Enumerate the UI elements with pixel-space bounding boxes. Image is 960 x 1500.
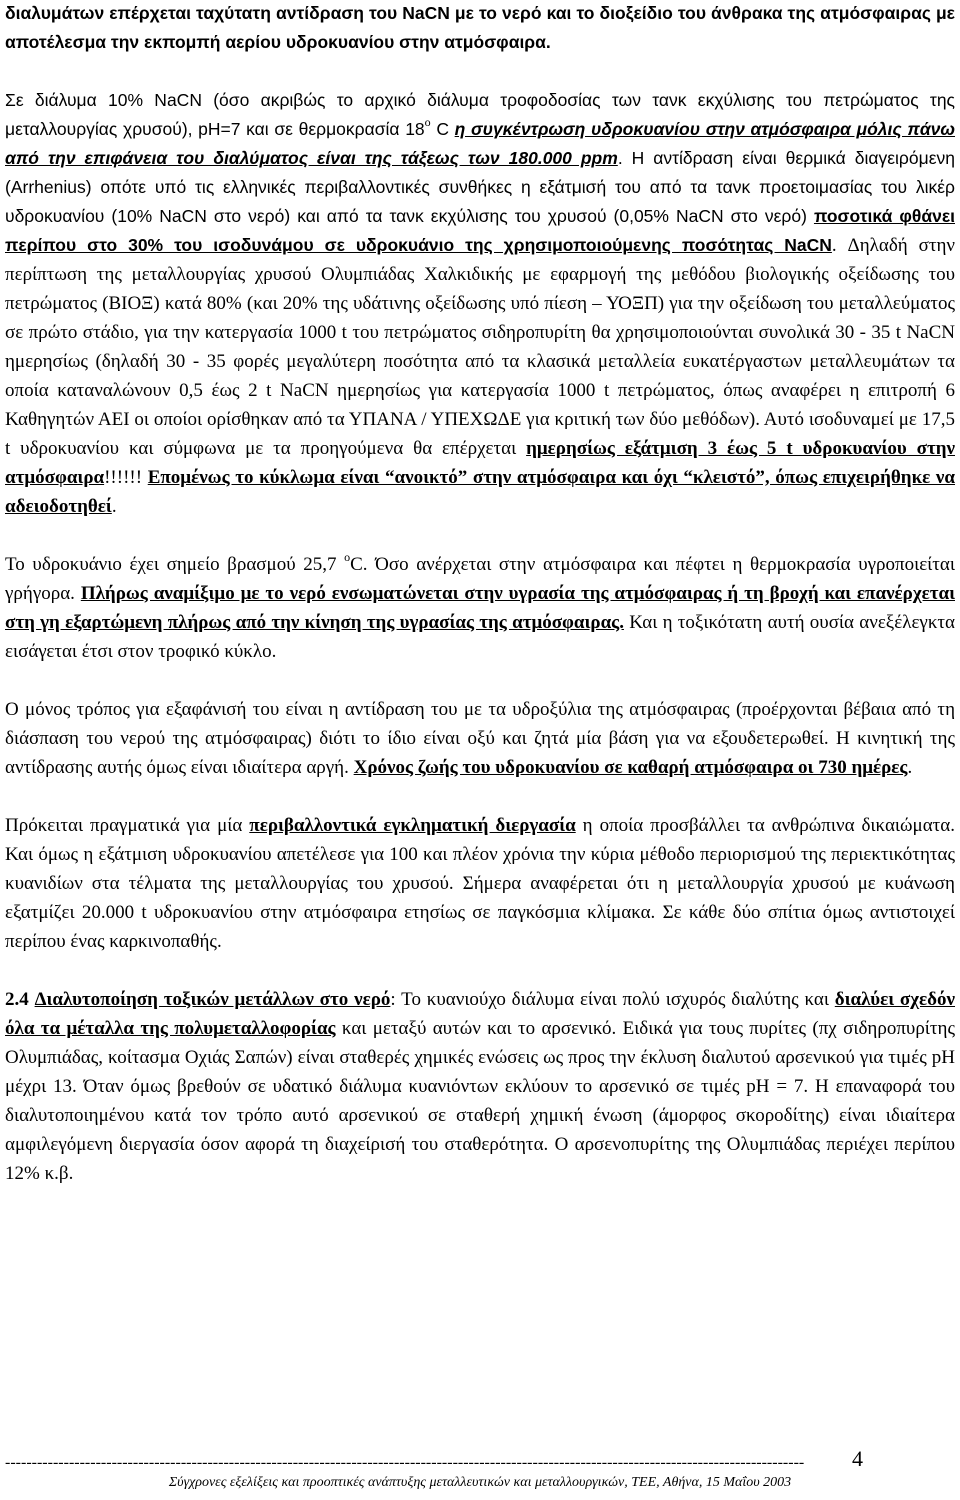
text-run: . Δηλαδή στην περίπτωση της μεταλλουργίας χρυσού Ολυμπιάδας Χαλκιδικής με εφαρμογή της μεθόδου βιολογικής οξείδωσης του πετρώματος (ΒΙΟΞ) κατά 80% (και 20% της υδάτινης οξείδωσης υπό πίεση – ΥΟΞΠ) για την οξείδωση του μεταλλεύματος σε πρώτο στάδιο, για την κατεργασία 1000 t του πετρώματος σιδηροπυρίτη θα χρησιμοποιούνται συνολικά 30 - 35 t NaCN ημερησίως (δηλαδή 30 - 35 φορές μεγαλύτερη ποσότητα από τα κλασικά μεταλλεία ευκατέργαστων μεταλλευμάτων τα οποία καταναλώνουν 0,5 έως 2 t NaCN ημερησίως για κατεργασία 1000 t πετρώματος, όπως αναφέρει η επιτροπή 6 Καθηγητών ΑΕΙ οι οποίοι ορίσθηκαν από τα ΥΠΑΝΑ / ΥΠΕΧΩΔΕ για κριτική των δύο μεθόδων). Αυτό ισοδυναμεί με 17,5 t υδροκυανίου και σύμφωνα με τα προηγούμενα θα επέρχεται (5, 235, 955, 459)
text-run: . (111, 496, 117, 517)
emphasis-dissolves-metals: διαλύει σχεδόν όλα τα μέταλλα της πολυμεταλλοφορίας (5, 989, 956, 1039)
emphasis-quantitative-30-percent: ποσοτικά φθάνει περίπου στο 30% του ισοδυνάμου σε υδροκυάνιο της χρησιμοποιούμενης ποσότητας NaCN (5, 206, 955, 255)
section-number: 2.4 (5, 989, 29, 1010)
page-number: 4 (852, 1446, 863, 1471)
text-run: !!!!!! (104, 467, 148, 488)
emphasis-open-circuit: Επομένως το κύκλωμα είναι “ανοικτό” στην ατμόσφαιρα και όχι “κλειστό”, όπως επιχειρήθηκε να αδειοδοτηθεί (5, 467, 956, 517)
degree-superscript: ο (344, 549, 351, 564)
text-run: η οποία προσβάλλει τα ανθρώπινα δικαιώματα. Και όμως η εξάτμιση υδροκυανίου απετέλεσε για 100 και πλέον χρόνια την κύρια μέθοδο περιορισμού της περιεκτικότητας κυανιδίων στα τέλματα της μεταλλουργίας του χρυσού. Σήμερα αναφέρεται ότι η μεταλλουργία χρυσού με κυάνωση εξατμίζει 20.000 t υδροκυανίου στην ατμόσφαιρα ετησίως σε παγκόσμια κλίμακα. Σε κάθε δύο σπίτια όμως αντιστοιχεί περίπου ένας καρκινοπαθής. (5, 815, 956, 952)
emphasis-daily-evaporation: ημερησίως εξάτμιση 3 έως 5 t υδροκυανίου στην ατμόσφαιρα (5, 438, 955, 488)
emphasis-lifetime: Χρόνος ζωής του υδροκυανίου σε καθαρή ατμόσφαιρα οι 730 ημέρες (353, 757, 908, 778)
text-run: Ο μόνος τρόπος για εξαφάνισή του είναι η αντίδραση του με τα υδροξύλια της ατμόσφαιρας (προέρχονται βέβαια από τη διάσπαση του νερού της ατμόσφαιρας) διότι το ίδιο είναι οξύ και ζητά μία βάση για να εξουδετερωθεί. Η κινητική της αντίδρασης αυτής όμως είναι ιδιαίτερα αργή. (5, 699, 955, 778)
paragraph-1 (5, 0, 955, 57)
text-run: C (430, 119, 455, 139)
footer-rule: ------------------------------------------------------------------------------------------------------------------------------------------------------ (5, 1454, 805, 1471)
emphasis-concentration: η συγκέντρωση υδροκυανίου στην ατμόσφαιρα μόλις πάνω από την επιφάνεια του διαλύματος είναι της τάξεως των 180.000 ppm (5, 119, 956, 168)
emphasis-miscible-with-water: Πλήρως αναμίξιμο με το νερό ενσωματώνεται στην υγρασία της ατμόσφαιρας ή τη βροχή και επανέρχεται στη γη εξαρτώμενη πλήρως από την κίνηση της υγρασίας της ατμόσφαιρας. (5, 583, 955, 633)
paragraph-3 (5, 550, 955, 666)
paragraph-5 (5, 811, 955, 956)
text-run: . (907, 757, 913, 778)
text-run: . Η αντίδραση είναι θερμικά διαγειρόμενη (Arrhenius) οπότε υπό τις ελληνικές περιβαλλοντικές συνθήκες η εξάτμισή του από τα τανκ προετοιμασίας του λικέρ υδροκυανίου (10% NaCN στο νερό) και από τα τανκ εκχύλισης του χρυσού (0,05% NaCN στο νερό) (5, 148, 955, 226)
text-run: Σε διάλυμα 10% NaCN (όσο ακριβώς το αρχικό διάλυμα τροφοδοσίας των τανκ εκχύλισης του πετρώματος της μεταλλουργίας χρυσού), pH=7 και σε θερμοκρασία 18 (5, 90, 955, 139)
emphasis-criminal-process: περιβαλλοντικά εγκληματική διεργασία (249, 815, 576, 836)
text-run: : Το κυανιούχο διάλυμα είναι πολύ ισχυρός διαλύτης και (390, 989, 835, 1010)
paragraph-2 (5, 86, 955, 521)
continued-sentence: διαλυμάτων επέρχεται ταχύτατη αντίδραση του NaCN με το νερό και το διοξείδιο του άνθρακα της ατμόσφαιρας με αποτέλεσμα την εκπομπή αερίου υδροκυανίου στην ατμόσφαιρα. (5, 3, 955, 52)
body-text (5, 0, 955, 1217)
section-heading: Διαλυτοποίηση τοξικών μετάλλων στο νερό (34, 989, 391, 1010)
degree-superscript: ο (424, 114, 431, 129)
text-run: και μεταξύ αυτών και το αρσενικό. Ειδικά για τους πυρίτες (πχ σιδηροπυρίτης Ολυμπιάδας, κοίτασμα Οχιάς Σαπών) είναι σταθερές χημικές ενώσεις ως προς την έκλυση διαλυτού αρσενικού για τιμές pH μέχρι 13. Όταν όμως βρεθούν σε υδατικό διάλυμα κυανιόντων εκλύουν το αρσενικό σε τιμές pH = 7. Η επαναφορά του διαλυτοποιημένου κατά τον τρόπο αυτό αρσενικού σε σταθερή χημική ένωση (άμορφος σκοροδίτης) είναι ιδιαίτερα αμφιλεγόμενη διεργασία όσον αφορά τη διαχείρισή του σταθερότητα. Ο αρσενοπυρίτης της Ολυμπιάδας περιέχει περίπου 12% κ.β. (5, 1018, 956, 1184)
text-run: Το υδροκυάνιο έχει σημείο βρασμού 25,7 (5, 554, 345, 575)
paragraph-4 (5, 695, 955, 782)
text-run: Πρόκειται πραγματικά για μία (5, 815, 250, 836)
text-run: Και η τοξικότατη αυτή ουσία ανεξέλεγκτα εισάγεται έτσι στον τροφικό κύκλο. (5, 612, 955, 662)
text-run: C. Όσο ανέρχεται στην ατμόσφαιρα και πέφτει η θερμοκρασία υγροποιείται γρήγορα. (5, 554, 955, 604)
paragraph-6 (5, 985, 955, 1188)
footer-caption: Σύγχρονες εξελίξεις και προοπτικές ανάπτυξης μεταλλευτικών και μεταλλουργικών, ΤΕΕ, Αθήνα, 15 Μαΐου 2003 (168, 1475, 792, 1490)
